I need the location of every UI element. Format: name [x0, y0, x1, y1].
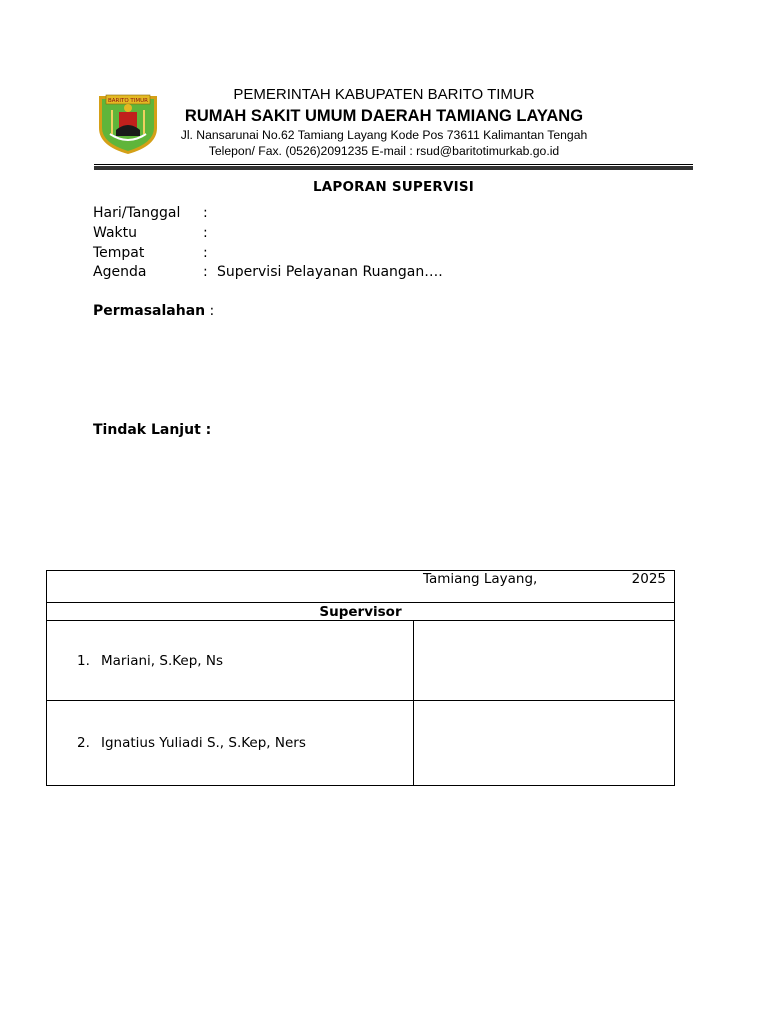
field-label: Agenda	[93, 264, 147, 280]
field-tempat	[93, 245, 217, 261]
field-colon: :	[203, 264, 208, 280]
signature-cell[interactable]	[414, 701, 675, 786]
field-waktu	[93, 225, 217, 241]
place-text: Tamiang Layang,	[423, 571, 538, 587]
field-value: Supervisi Pelayanan Ruangan….	[217, 264, 443, 280]
table-row	[47, 701, 675, 786]
permasalahan-heading	[93, 303, 214, 319]
supervisor-name-cell	[47, 621, 414, 701]
year-text: 2025	[631, 571, 666, 587]
table-row	[47, 621, 675, 701]
field-colon: :	[203, 225, 208, 241]
hospital-address: Jl. Nansarunai No.62 Tamiang Layang Kode Pos 73611 Kalimantan Tengah	[180, 128, 588, 142]
logo-text: BARITO TIMUR	[108, 98, 148, 104]
permasalahan-colon: :	[205, 303, 215, 319]
tindak-lanjut-heading	[93, 422, 211, 438]
supervisor-name-cell	[47, 701, 414, 786]
letterhead-divider-thin	[94, 164, 693, 165]
row-number: 1.	[77, 652, 90, 669]
field-colon: :	[203, 245, 208, 261]
permasalahan-label: Permasalahan	[93, 303, 206, 319]
letterhead-divider-thick	[94, 166, 693, 170]
field-colon: :	[203, 205, 208, 221]
field-label: Tempat	[93, 245, 145, 261]
place-date-cell	[47, 571, 675, 603]
regency-logo	[96, 90, 160, 156]
signature-table	[46, 570, 675, 786]
row-number: 2.	[77, 735, 90, 751]
signature-cell[interactable]	[414, 621, 675, 701]
hospital-contact: Telepon/ Fax. (0526)2091235 E-mail : rsud@baritotimurkab.go.id	[208, 144, 560, 158]
field-hari-tanggal	[93, 205, 217, 221]
supervisor-name: Ignatius Yuliadi S., S.Kep, Ners	[101, 735, 306, 751]
document-title: LAPORAN SUPERVISI	[312, 179, 475, 195]
hospital-name: RUMAH SAKIT UMUM DAERAH TAMIANG LAYANG	[184, 107, 584, 125]
supervisor-name: Mariani, S.Kep, Ns	[101, 652, 224, 669]
field-agenda	[93, 264, 443, 280]
supervisor-header: Supervisor	[47, 603, 675, 621]
government-name: PEMERINTAH KABUPATEN BARITO TIMUR	[233, 86, 535, 103]
tindak-lanjut-label: Tindak Lanjut :	[93, 422, 212, 438]
field-label: Hari/Tanggal	[93, 205, 181, 221]
field-label: Waktu	[93, 225, 137, 241]
